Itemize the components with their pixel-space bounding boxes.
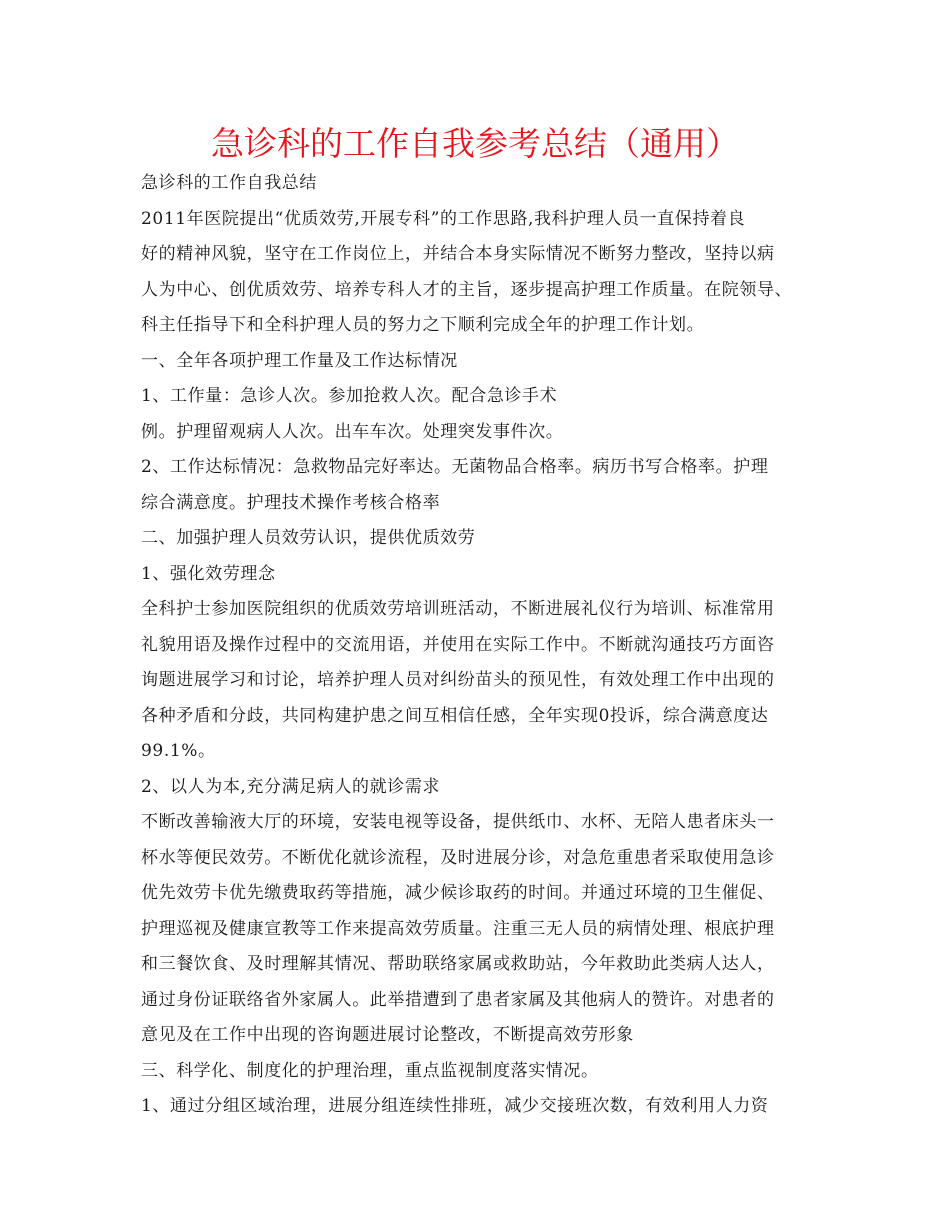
body-text-line: 礼貌用语及操作过程中的交流用语，并使用在实际工作中。不断就沟通技巧方面咨 xyxy=(141,634,775,655)
body-text-line: 1、工作量：急诊人次。参加抢救人次。配合急诊手术 xyxy=(141,386,558,406)
body-text-line: 优先效劳卡优先缴费取药等措施，减少候诊取药的时间。并通过环境的卫生催促、 xyxy=(141,883,775,903)
document-body xyxy=(141,166,821,1125)
body-text-line: 2、工作达标情况：急救物品完好率达。无菌物品合格率。病历书写合格率。护理 xyxy=(141,457,769,477)
body-text-line: 一、全年各项护理工作量及工作达标情况 xyxy=(141,350,458,371)
body-text-line: 杯水等便民效劳。不断优化就诊流程，及时进展分诊，对急危重患者采取使用急诊 xyxy=(141,847,775,868)
body-text-line: 2、以人为本,充分满足病人的就诊需求 xyxy=(141,776,441,797)
body-text-line: 不断改善输液大厅的环境，安装电视等设备，提供纸巾、水杯、无陪人患者床头一 xyxy=(141,812,775,832)
body-text-line: 和三餐饮食、及时理解其情况、帮助联络家属或救助站，今年救助此类病人达人， xyxy=(141,954,775,974)
body-text-line: 三、科学化、制度化的护理治理，重点监视制度落实情况。 xyxy=(141,1060,599,1081)
body-text-line: 各种矛盾和分歧，共同构建护患之间互相信任感，全年实现0投诉，综合满意度达 xyxy=(141,705,769,726)
body-text-line: 全科护士参加医院组织的优质效劳培训班活动，不断进展礼仪行为培训、标准常用 xyxy=(141,599,775,619)
body-text-line: 综合满意度。护理技术操作考核合格率 xyxy=(141,492,441,513)
body-text-line: 护理巡视及健康宣教等工作来提高效劳质量。注重三无人员的病情处理、根底护理 xyxy=(141,918,775,939)
body-text-line: 好的精神风貌，坚守在工作岗位上，并结合本身实际情况不断努力整改，坚持以病 xyxy=(141,244,775,264)
body-text-line: 询题进展学习和讨论，培养护理人员对纠纷苗头的预见性，有效处理工作中出现的 xyxy=(141,670,775,690)
body-text-line: 99.1%。 xyxy=(141,741,216,761)
body-text-line: 急诊科的工作自我总结 xyxy=(141,173,317,193)
body-text-line: 1、强化效劳理念 xyxy=(141,563,276,584)
body-text-line: 1、通过分组区域治理，进展分组连续性排班，减少交接班次数，有效利用人力资 xyxy=(141,1096,769,1116)
body-text-line: 意见及在工作中出现的咨询题进展讨论整改，不断提高效劳形象 xyxy=(141,1025,634,1045)
body-text-line: 二、加强护理人员效劳认识，提供优质效劳 xyxy=(141,528,476,548)
body-text-line: 通过身份证联络省外家属人。此举措遭到了患者家属及其他病人的赞许。对患者的 xyxy=(141,989,775,1010)
document-title: 急诊科的工作自我参考总结（通用） xyxy=(211,124,739,163)
body-text-line: 科主任指导下和全科护理人员的努力之下顺利完成全年的护理工作计划。 xyxy=(141,315,705,335)
body-text-line: 例。护理留观病人人次。出车车次。处理突发事件次。 xyxy=(141,421,564,442)
body-text-line: 人为中心、创优质效劳、培养专科人才的主旨，逐步提高护理工作质量。在院领导、 xyxy=(141,279,793,300)
body-text-line: 2011年医院提出“优质效劳,开展专科”的工作思路,我科护理人员一直保持着良 xyxy=(141,208,746,229)
